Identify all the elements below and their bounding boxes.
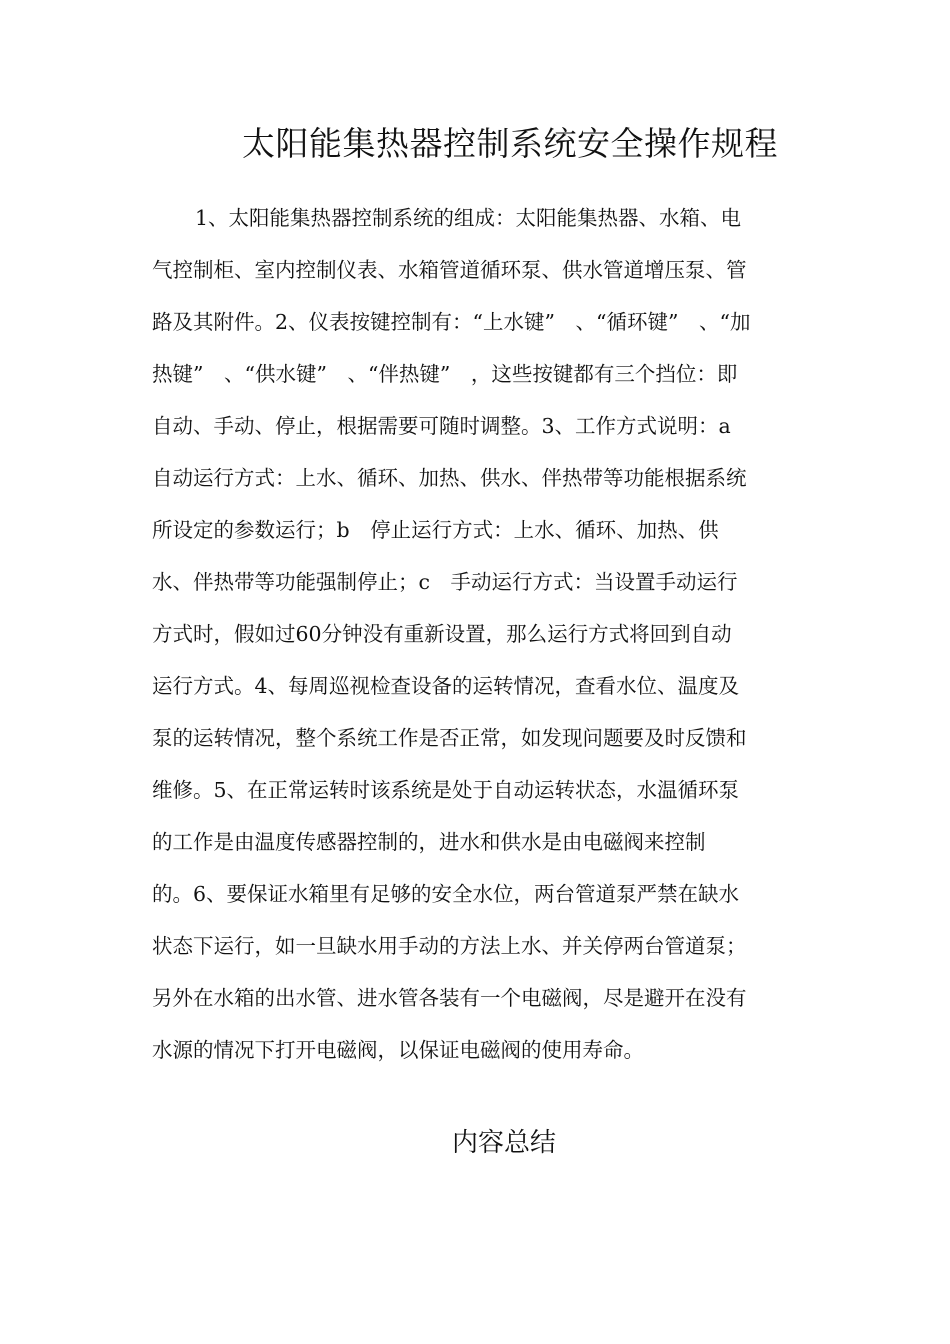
body-line: 路及其附件。2、仪表按键控制有：“上水键” 、“循环键” 、“加	[152, 310, 751, 334]
body-line: 运行方式。4、每周巡视检查设备的运转情况，查看水位、温度及	[152, 674, 740, 698]
body-line: 1、太阳能集热器控制系统的组成：太阳能集热器、水箱、电	[195, 206, 742, 230]
document-title: 太阳能集热器控制系统安全操作规程	[242, 124, 778, 163]
body-line: 维修。5、在正常运转时该系统是处于自动运转状态，水温循环泵	[152, 778, 740, 802]
body-line: 水源的情况下打开电磁阀，以保证电磁阀的使用寿命。	[152, 1038, 644, 1062]
body-line: 的。6、要保证水箱里有足够的安全水位，两台管道泵严禁在缺水	[152, 882, 740, 906]
summary-heading: 内容总结	[451, 1128, 556, 1158]
body-line: 自动、手动、停止，根据需要可随时调整。3、工作方式说明：a	[152, 414, 731, 438]
body-line: 水、伴热带等功能强制停止；c 手动运行方式：当设置手动运行	[152, 570, 738, 594]
body-line: 泵的运转情况，整个系统工作是否正常，如发现问题要及时反馈和	[152, 726, 747, 750]
body-line: 方式时，假如过60分钟没有重新设置，那么运行方式将回到自动	[152, 622, 732, 646]
body-line: 所设定的参数运行；b 停止运行方式：上水、循环、加热、供	[152, 518, 719, 542]
body-line: 自动运行方式：上水、循环、加热、供水、伴热带等功能根据系统	[152, 466, 747, 490]
body-line: 气控制柜、室内控制仪表、水箱管道循环泵、供水管道增压泵、管	[152, 258, 747, 282]
body-line: 的工作是由温度传感器控制的，进水和供水是由电磁阀来控制	[152, 830, 706, 854]
body-text	[152, 192, 804, 1076]
body-line: 热键” 、“供水键” 、“伴热键” ，这些按键都有三个挡位：即	[152, 362, 738, 386]
body-line: 状态下运行，如一旦缺水用手动的方法上水、并关停两台管道泵；	[152, 934, 747, 958]
body-line: 另外在水箱的出水管、进水管各装有一个电磁阀，尽是避开在没有	[152, 986, 747, 1010]
